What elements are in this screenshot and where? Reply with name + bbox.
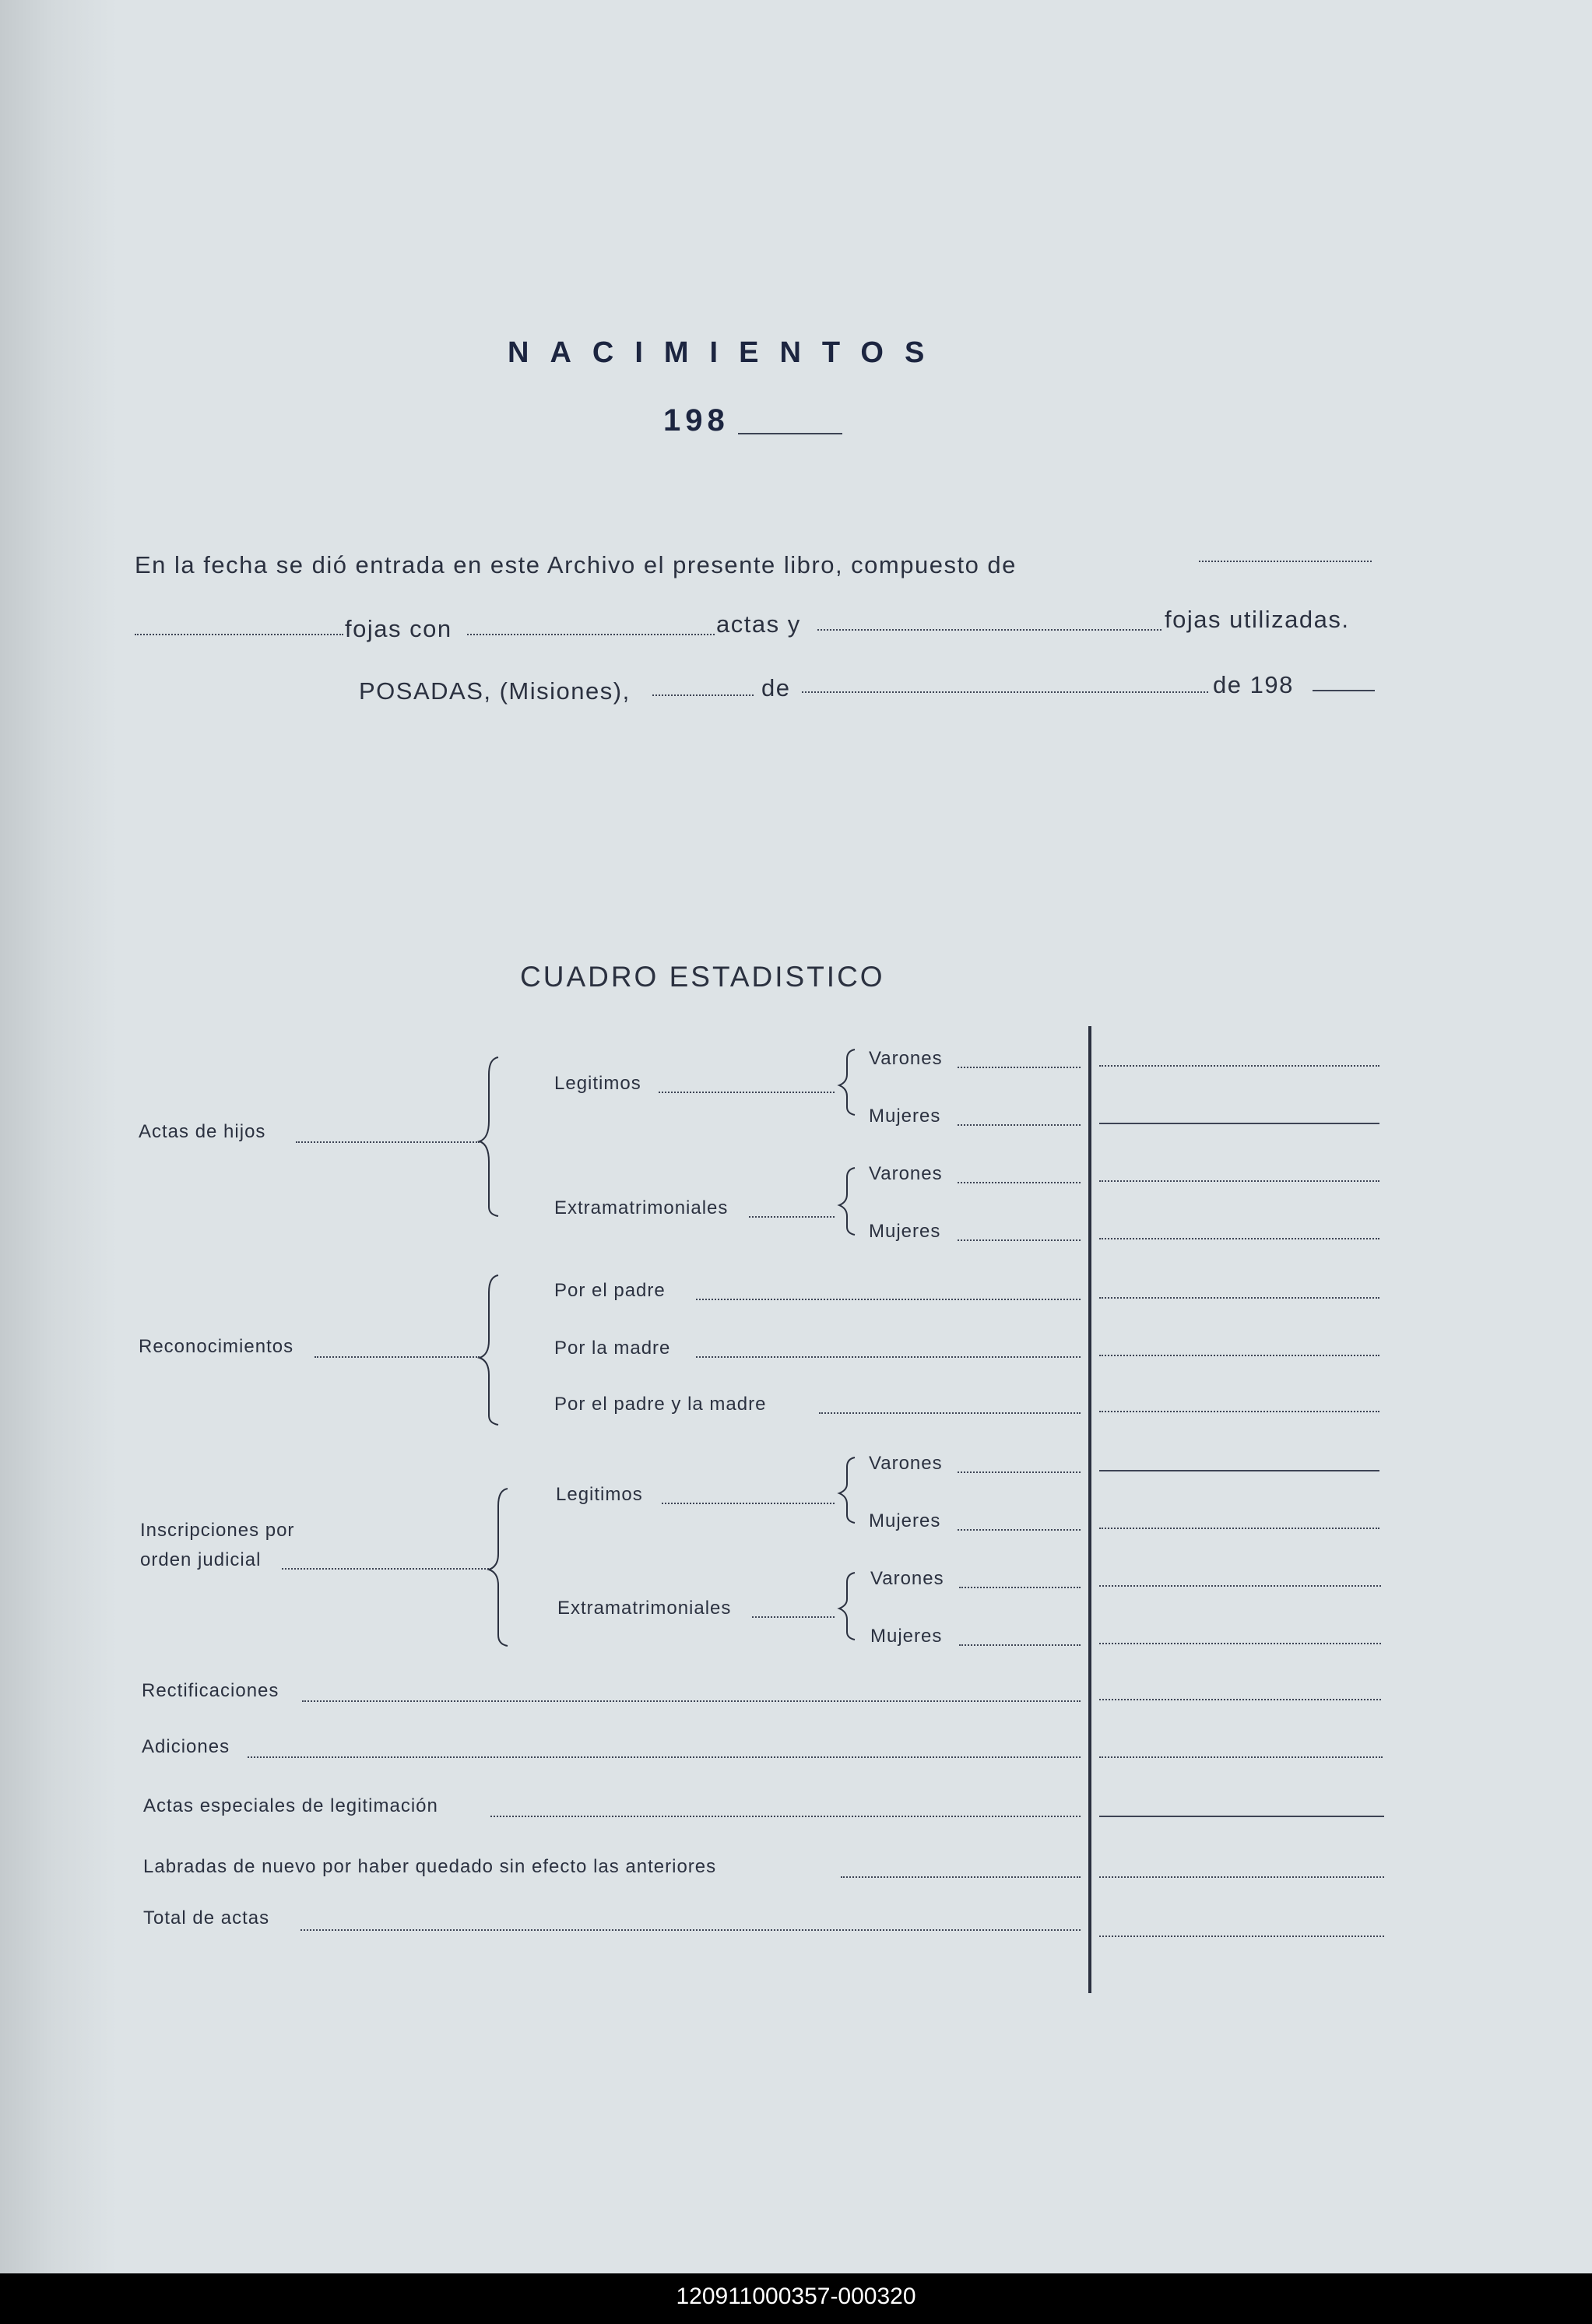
total-actas-label: Total de actas	[143, 1907, 270, 1928]
por-ambos-total[interactable]	[1099, 1411, 1379, 1412]
brace-actas-de-hijos	[480, 1057, 498, 1216]
legitimos-label-2: Legitimos	[556, 1484, 643, 1505]
extramatrimoniales-line-1	[749, 1216, 835, 1218]
legitimacion-total[interactable]	[1099, 1816, 1384, 1817]
labradas-line[interactable]	[841, 1876, 1081, 1878]
varones-total-3[interactable]	[1099, 1470, 1379, 1471]
fojas-utilizadas-label: fojas utilizadas.	[1165, 606, 1350, 633]
por-la-madre-line[interactable]	[696, 1356, 1081, 1358]
brace-inscripciones	[489, 1489, 508, 1646]
brace-reconocimientos	[480, 1275, 498, 1425]
por-la-madre-total[interactable]	[1099, 1355, 1379, 1356]
year-label: 198	[663, 403, 729, 438]
mujeres-total-3[interactable]	[1099, 1528, 1379, 1529]
mujeres-line-2[interactable]	[958, 1239, 1081, 1241]
por-la-madre-label: Por la madre	[554, 1338, 671, 1359]
rectificaciones-total[interactable]	[1099, 1699, 1381, 1700]
entry-line-1: En la fecha se dió entrada en este Archivo el presente libro, compuesto de	[135, 551, 1017, 578]
por-el-padre-label: Por el padre	[554, 1280, 666, 1301]
inscripciones-line	[282, 1568, 489, 1570]
actas-de-hijos-line	[296, 1141, 480, 1143]
legitimos-line-2	[662, 1503, 835, 1504]
legitimos-label-1: Legitimos	[554, 1073, 641, 1094]
inscripciones-label-2: orden judicial	[140, 1549, 262, 1570]
adiciones-line[interactable]	[248, 1756, 1081, 1758]
actas-de-hijos-label: Actas de hijos	[139, 1121, 266, 1142]
varones-line-1[interactable]	[958, 1067, 1081, 1068]
varones-line-2[interactable]	[958, 1182, 1081, 1183]
varones-line-4[interactable]	[959, 1587, 1081, 1588]
labradas-label: Labradas de nuevo por haber quedado sin efecto las anteriores	[143, 1856, 717, 1877]
place-label: POSADAS, (Misiones),	[359, 677, 631, 705]
total-actas-line[interactable]	[300, 1929, 1081, 1931]
extramatrimoniales-line-2	[752, 1616, 835, 1618]
rectificaciones-line[interactable]	[302, 1700, 1081, 1702]
varones-total-1[interactable]	[1099, 1065, 1379, 1067]
por-ambos-line[interactable]	[819, 1412, 1081, 1414]
legitimos-line-1	[659, 1092, 835, 1093]
brace-legitimos-2	[839, 1457, 855, 1523]
por-ambos-label: Por el padre y la madre	[554, 1394, 767, 1415]
de-198-label: de 198	[1213, 671, 1294, 698]
brace-extra-2	[839, 1573, 855, 1640]
legitimacion-line[interactable]	[490, 1816, 1081, 1817]
por-el-padre-total[interactable]	[1099, 1297, 1379, 1299]
table-heading: CUADRO ESTADISTICO	[520, 961, 885, 993]
reconocimientos-label: Reconocimientos	[139, 1336, 294, 1357]
mujeres-label-1: Mujeres	[869, 1106, 941, 1127]
por-el-padre-line[interactable]	[696, 1299, 1081, 1300]
mujeres-total-4[interactable]	[1099, 1643, 1381, 1644]
actas-y-label: actas y	[716, 610, 801, 638]
extramatrimoniales-label-2: Extramatrimoniales	[557, 1598, 732, 1619]
varones-label-3: Varones	[869, 1453, 943, 1474]
inscripciones-label-1: Inscripciones por	[140, 1520, 295, 1541]
brace-extra-1	[839, 1168, 855, 1235]
extramatrimoniales-label-1: Extramatrimoniales	[554, 1197, 729, 1218]
mujeres-label-2: Mujeres	[869, 1221, 941, 1242]
mujeres-label-3: Mujeres	[869, 1510, 941, 1531]
mujeres-line-4[interactable]	[959, 1644, 1081, 1646]
reconocimientos-line	[315, 1356, 480, 1358]
varones-label-4: Varones	[870, 1568, 944, 1589]
page-title: NACIMIENTOS	[508, 336, 946, 369]
total-actas-total[interactable]	[1099, 1935, 1384, 1937]
brace-legitimos-1	[839, 1049, 855, 1115]
mujeres-line-1[interactable]	[958, 1124, 1081, 1126]
adiciones-total[interactable]	[1099, 1756, 1383, 1758]
legitimacion-label: Actas especiales de legitimación	[143, 1795, 438, 1816]
varones-total-2[interactable]	[1099, 1180, 1379, 1182]
de-label: de	[761, 674, 791, 701]
mujeres-line-3[interactable]	[958, 1529, 1081, 1531]
footer-code: 120911000357-000320	[676, 2284, 916, 2309]
mujeres-total-1[interactable]	[1099, 1123, 1379, 1124]
fojas-con-label: fojas con	[345, 615, 452, 642]
varones-label-2: Varones	[869, 1163, 943, 1184]
adiciones-label: Adiciones	[142, 1736, 230, 1757]
varones-total-4[interactable]	[1099, 1585, 1381, 1587]
varones-label-1: Varones	[869, 1048, 943, 1069]
mujeres-label-4: Mujeres	[870, 1626, 943, 1647]
varones-line-3[interactable]	[958, 1471, 1081, 1473]
labradas-total[interactable]	[1099, 1876, 1384, 1878]
mujeres-total-2[interactable]	[1099, 1238, 1379, 1239]
rectificaciones-label: Rectificaciones	[142, 1680, 279, 1701]
